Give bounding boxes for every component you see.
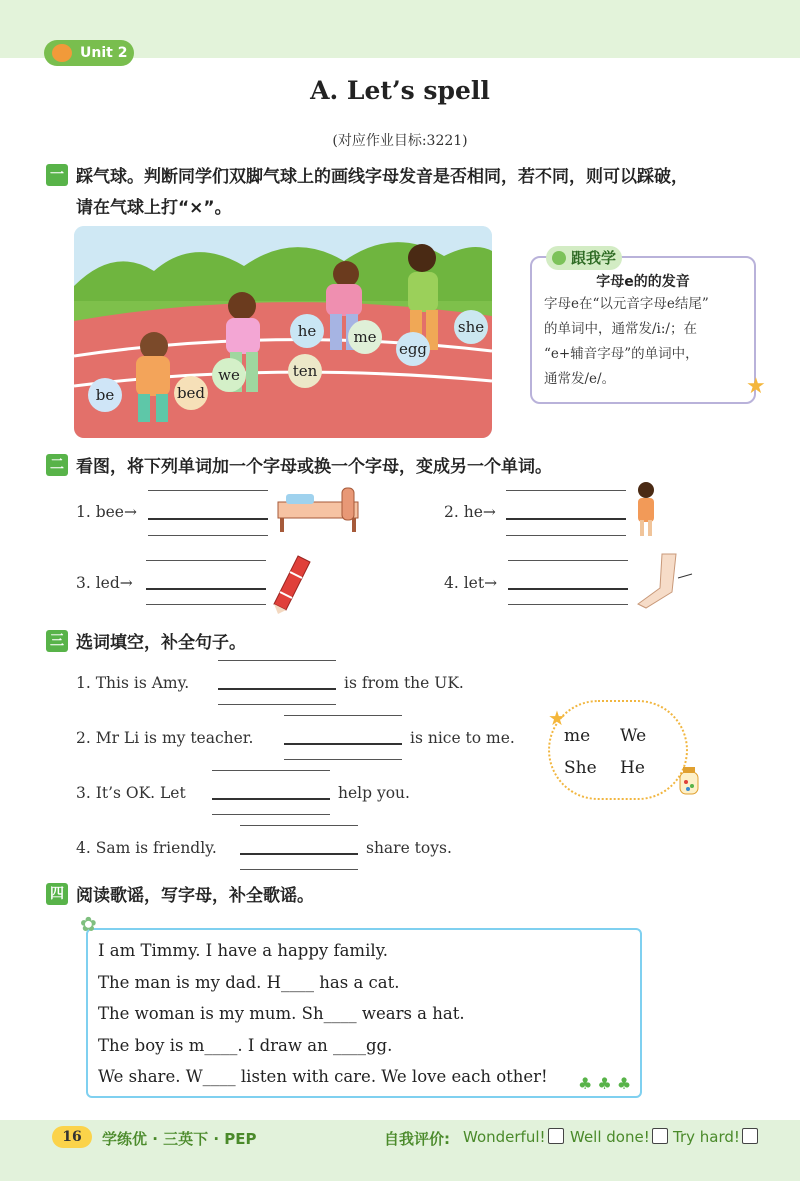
word-option: He bbox=[620, 758, 645, 778]
guide-line bbox=[146, 604, 266, 605]
unit-tab bbox=[44, 40, 134, 66]
word-item-1: 1. bee→ bbox=[76, 503, 137, 521]
chat-bubble-icon bbox=[52, 44, 72, 62]
section-4-icon: 四 bbox=[46, 883, 68, 905]
rating-well-done[interactable] bbox=[570, 1128, 668, 1146]
word-box bbox=[548, 700, 688, 800]
tip-header-label: 跟我学 bbox=[570, 249, 616, 267]
rating-wonderful[interactable] bbox=[463, 1128, 564, 1146]
balloon-3[interactable]: we bbox=[212, 358, 246, 392]
bed-illustration bbox=[272, 484, 364, 536]
balloon-8[interactable]: she bbox=[454, 310, 488, 344]
sentence-3-end: help you. bbox=[338, 784, 410, 802]
tip-line: 的单词中，通常发/i:/；在 bbox=[544, 321, 697, 337]
guide-line bbox=[240, 869, 358, 870]
section-2-icon: 二 bbox=[46, 454, 68, 476]
word-item-3: 3. led→ bbox=[76, 574, 133, 592]
poem-line-1: I am Timmy. I have a happy family. bbox=[98, 941, 388, 960]
word-option: me bbox=[564, 726, 591, 746]
poem-line-5: We share. W____ listen with care. We love each other! bbox=[98, 1067, 548, 1086]
guide-line bbox=[218, 704, 336, 705]
candy-jar-icon bbox=[676, 764, 702, 798]
guide-line bbox=[212, 770, 330, 771]
word-item-4: 4. let→ bbox=[444, 574, 498, 592]
section-4-instruction: 阅读歌谣，写字母，补全歌谣。 bbox=[76, 886, 314, 906]
tip-subtitle: 字母e的的发音 bbox=[596, 274, 690, 290]
word-item-2: 2. he→ bbox=[444, 503, 496, 521]
star-icon: ★ bbox=[746, 374, 766, 399]
poem-line-4: The boy is m____. I draw an ____gg. bbox=[98, 1036, 393, 1055]
unit-label: Unit 2 bbox=[80, 45, 128, 61]
tip-line: 字母e在“以元音字母e结尾” bbox=[544, 296, 709, 312]
word-option: She bbox=[564, 758, 597, 778]
self-eval-label: 自我评价: bbox=[384, 1130, 450, 1148]
flower-icon: ✿ bbox=[80, 912, 97, 936]
guide-line bbox=[148, 490, 268, 491]
balloon-7[interactable]: egg bbox=[396, 332, 430, 366]
guide-line bbox=[148, 535, 268, 536]
section-3-instruction: 选词填空，补全句子。 bbox=[76, 633, 246, 653]
leg-illustration bbox=[634, 552, 694, 612]
section-1-instruction-line1: 踩气球。判断同学们双脚气球上的画线字母发音是否相同，若不同，则可以踩破， bbox=[76, 167, 688, 187]
sentence-4-start: 4. Sam is friendly. bbox=[76, 839, 217, 857]
answer-line-2[interactable] bbox=[506, 518, 626, 520]
blank-2[interactable] bbox=[284, 743, 402, 745]
guide-line bbox=[284, 715, 402, 716]
balloon-1[interactable]: be bbox=[88, 378, 122, 412]
tip-line: “e+辅音字母”的单词中， bbox=[544, 346, 699, 362]
rating-well-done-label: Well done! bbox=[570, 1128, 650, 1146]
guide-line bbox=[146, 560, 266, 561]
poem-line-2: The man is my dad. H____ has a cat. bbox=[98, 973, 400, 992]
rating-wonderful-label: Wonderful! bbox=[463, 1128, 546, 1146]
girl-illustration bbox=[632, 480, 660, 540]
section-1-icon: 一 bbox=[46, 164, 68, 186]
balloon-6[interactable]: me bbox=[348, 320, 382, 354]
page-number: 16 bbox=[52, 1126, 92, 1148]
page-subtitle: (对应作业目标:3221) bbox=[332, 133, 468, 149]
leaf-icon bbox=[552, 251, 566, 265]
page-title: A. Let’s spell bbox=[310, 76, 490, 105]
balloon-4[interactable]: ten bbox=[288, 354, 322, 388]
balloon-scene bbox=[74, 226, 492, 438]
balloon-2[interactable]: bed bbox=[174, 376, 208, 410]
sentence-1-end: is from the UK. bbox=[344, 674, 464, 692]
blank-1[interactable] bbox=[218, 688, 336, 690]
guide-line bbox=[508, 560, 628, 561]
answer-line-1[interactable] bbox=[148, 518, 268, 520]
guide-line bbox=[218, 660, 336, 661]
sentence-2-end: is nice to me. bbox=[410, 729, 515, 747]
star-icon: ★ bbox=[548, 706, 566, 730]
sentence-3-start: 3. It’s OK. Let bbox=[76, 784, 186, 802]
tip-line: 通常发/e/。 bbox=[544, 371, 616, 387]
book-label: 学练优 · 三英下 · PEP bbox=[102, 1130, 257, 1148]
answer-line-4[interactable] bbox=[508, 588, 628, 590]
sentence-2-start: 2. Mr Li is my teacher. bbox=[76, 729, 254, 747]
guide-line bbox=[508, 604, 628, 605]
guide-line bbox=[212, 814, 330, 815]
answer-line-3[interactable] bbox=[146, 588, 266, 590]
guide-line bbox=[506, 535, 626, 536]
section-3-icon: 三 bbox=[46, 630, 68, 652]
word-option: We bbox=[620, 726, 647, 746]
checkbox[interactable] bbox=[652, 1128, 668, 1144]
guide-line bbox=[506, 490, 626, 491]
guide-line bbox=[240, 825, 358, 826]
balloon-5[interactable]: he bbox=[290, 314, 324, 348]
tip-header bbox=[546, 246, 622, 270]
section-1-instruction-line2: 请在气球上打“×”。 bbox=[76, 198, 232, 218]
rating-try-hard[interactable] bbox=[673, 1128, 758, 1146]
checkbox[interactable] bbox=[548, 1128, 564, 1144]
poem-line-3: The woman is my mum. Sh____ wears a hat. bbox=[98, 1004, 465, 1023]
section-2-instruction: 看图，将下列单词加一个字母或换一个字母，变成另一个单词。 bbox=[76, 457, 552, 477]
checkbox[interactable] bbox=[742, 1128, 758, 1144]
blank-3[interactable] bbox=[212, 798, 330, 800]
scene-illustration bbox=[74, 226, 492, 438]
sprout-icon: ♣ ♣ ♣ bbox=[578, 1074, 632, 1093]
rating-try-hard-label: Try hard! bbox=[673, 1128, 740, 1146]
tip-body bbox=[544, 292, 746, 392]
guide-line bbox=[284, 759, 402, 760]
blank-4[interactable] bbox=[240, 853, 358, 855]
crayon-illustration bbox=[266, 552, 316, 614]
sentence-4-end: share toys. bbox=[366, 839, 452, 857]
sentence-1-start: 1. This is Amy. bbox=[76, 674, 190, 692]
